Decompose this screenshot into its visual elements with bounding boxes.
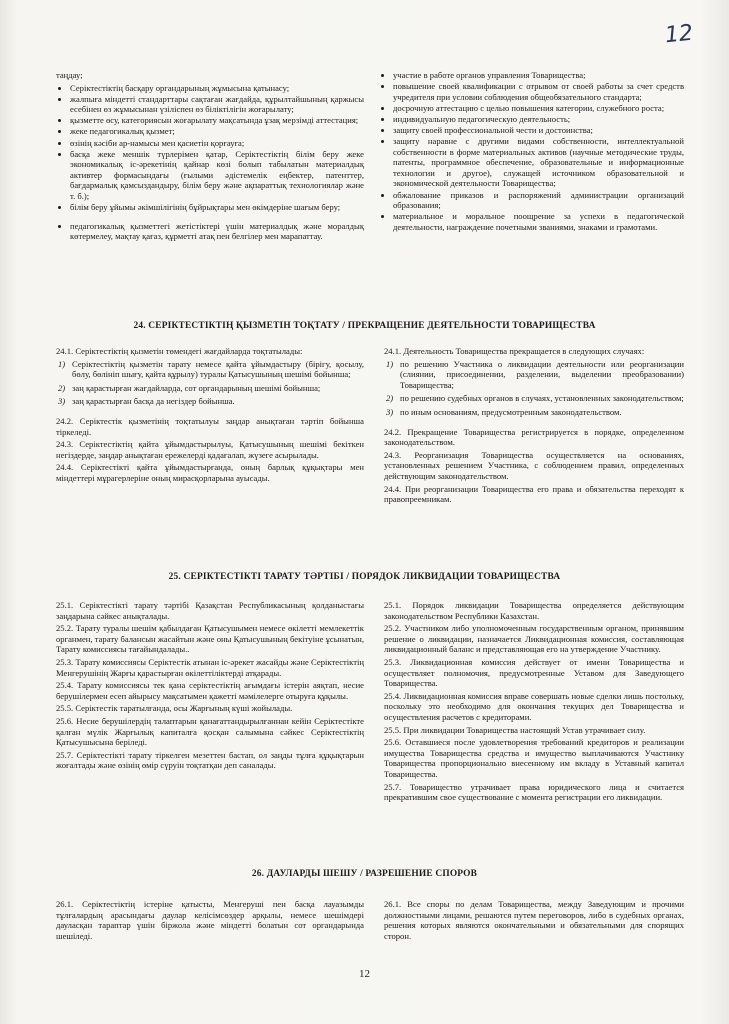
- section-26-title: 26. ДАУЛАРДЫ ШЕШУ / РАЗРЕШЕНИЕ СПОРОВ: [251, 869, 478, 879]
- list-item: • обжалование приказов и распоряжений администрации организаций образования;: [393, 190, 684, 211]
- list-item: • педагогикалық қызметтегі жетістіктері үшін материалдық және моралдық көтермелеу, мақтау қағаз, құрметті атақ пен белгілер мен марапаттау.: [70, 221, 364, 242]
- section-24-title: 24. СЕРІКТЕСТІКТІҢ ҚЫЗМЕТІН ТОҚТАТУ / ПРЕКРАЩЕНИЕ ДЕЯТЕЛЬНОСТИ ТОВАРИЩЕСТВА: [133, 321, 596, 331]
- item-text: заң қарастырған басқа да негіздер бойынша.: [72, 396, 235, 407]
- item-number: 1): [58, 358, 66, 369]
- paragraph: 24.3. Серіктестіктің қайта ұйымдастырылуы, Қатысушының шешімі бекіткен негіздерде, заңдар анықтаған ережелерді қадағалап, жүзеге асырылады.: [56, 439, 364, 460]
- item-text: Серіктестіктің қызметін тарату немесе қайта ұйымдастыру (бірігу, қосылу, бөлу, бөлініп шығу, қайта құрылу) туралы Қатысушының шешімі бойынша;: [72, 358, 364, 380]
- item-text: заң қарастырған жағдайларда, сот органдарының шешімі бойынша;: [72, 382, 321, 393]
- list-item: • защиту наравне с другими видами собственности, интеллектуальной собственности в форме материальных активов (научные методические труды, патенты, программное обеспечение, образовательные и информационные технологии и другое), служащей источником образовательной и экономической деятельности Товарищества;: [393, 136, 684, 189]
- paragraph: 25.5. Серіктестік таратылғанда, осы Жарғының күші жойылады.: [56, 703, 293, 714]
- section-25-title: 25. СЕРІКТЕСТІКТІ ТАРАТУ ТӘРТІБІ / ПОРЯДОК ЛИКВИДАЦИИ ТОВАРИЩЕСТВА: [168, 572, 561, 582]
- item-number: 3): [386, 406, 394, 417]
- numbered-list: [384, 359, 684, 418]
- paragraph: 25.7. Товарищество утрачивает права юридического лица и считается прекратившим свое существование с момента регистрации его ликвидации.: [384, 781, 684, 803]
- list-item: • өзінің кәсіби ар-намысы мен қасиетін қорғауға;: [70, 138, 364, 149]
- list-item: • басқа жеке меншік түрлерімен қатар, Серіктестіктің білім беру жеке экономикалық іс-әрекетінің қайнар көзі болып табылатын материалдық активтер формасындағы (ғылыми әдістемелік еңбектер, патенттер, бағдармалық қамсыздандыру, білім беру және ақпараттық технологиялар және т. б.);: [70, 149, 364, 202]
- handwritten-page-number: 12: [663, 20, 695, 49]
- item-number: 2): [386, 393, 394, 404]
- paragraph: 24.2. Серіктестік қызметінің тоқтатылуы заңдар анықтаған тәртіп бойынша тіркеледі.: [56, 415, 364, 437]
- list-item: • индивидуальную педагогическую деятельность;: [393, 114, 684, 125]
- paragraph: 25.1. Порядок ликвидации Товарищества определяется действующим законодательством Республики Казахстан.: [384, 600, 684, 621]
- paragraph: 24.1. Деятельность Товарищества прекращается в следующих случаях:: [384, 346, 645, 356]
- paragraph: 26.1. Все споры по делам Товарищества, между Заведующим и прочими должностными лицами, решаются путем переговоров, либо в судебных органах, решения которых являются окончательными и обязательными для спорящих сторон.: [384, 899, 684, 941]
- list-item: • повышение своей квалификации с отрывом от своей работы за счет средств учредителя при условии соблюдения общеобязательного стандарта;: [393, 81, 684, 102]
- page-number: 12: [359, 968, 370, 980]
- paragraph: 26.1. Серіктестіктің істеріне қатысты, Менгеруші пен басқа лауазымды тұлғалардың арасындағы даулар келісімсөздер арқылы, немесе шешімдері дауласқан тараптар үшін біржола және міндетті болатын сот органдарында шешіледі.: [56, 899, 364, 941]
- item-number: 2): [58, 382, 66, 393]
- paragraph: 25.1. Серіктестікті тарату тәртібі Қазақстан Республикасының қолданыстағы заңдарына сәйкес анықталады.: [56, 600, 364, 621]
- bullet-list: [56, 83, 364, 242]
- intro-left-column: [56, 70, 364, 242]
- section-24-left-column: [56, 346, 364, 486]
- intro-right-column: [379, 70, 684, 233]
- paragraph: 25.2. Участником либо уполномоченным государственным органом, принявшим решение о ликвидации, назначается Ликвидационная комиссия, составляющая ликвидационный баланс и представляющая его на утверждение Участнику.: [384, 623, 684, 655]
- list-item: • жалпыға міндетті стандарттары сақтаған жағдайда, құрылтайшының қаржысы есебінен өз жұмысынан үзіліспен өз біліктілігін жоғарылату;: [70, 94, 364, 115]
- list-item: [384, 407, 684, 418]
- paragraph: 24.1. Серіктестіктің қызметін төмендегі жағдайларда тоқтатылады:: [56, 346, 303, 356]
- item-text: по иным основаниям, предусмотренным законодательством.: [400, 406, 622, 417]
- paragraph: 24.4. Серіктестікті қайта ұйымдастырғанда, оның барлық құқықтары мен міндеттері мұрагерлеріне оның мирасқорларына ауысады.: [56, 462, 364, 483]
- paragraph: 25.6. Несие берушілердің талаптарын қанағаттандырылғаннан кейін Серіктестікте қалған мүлік Жарғылық капиталға қосқан салымына сәйкес Серіктестіктің Қатысушысына беріледі.: [56, 715, 364, 748]
- section-26-left-column: [56, 899, 364, 943]
- list-item: [56, 396, 364, 407]
- paragraph: 25.7. Серіктестікті тарату тіркелген мезеттен бастап, ол заңды тұлға құқықтарын жоғалтады және өзінің өмір сүруін тоқтатқан деп саналады.: [56, 749, 364, 771]
- list-item: [56, 383, 364, 394]
- list-item: • материальное и моральное поощрение за успехи в педагогической деятельности, награждение почетными званиями, знаками и грамотами.: [393, 211, 684, 232]
- bullet-list: [379, 70, 684, 232]
- list-item: • участие в работе органов управления Товарищества;: [393, 70, 684, 81]
- paragraph: 25.4. Тарату комиссиясы тек қана серіктестіктің ағымдағы істерін аяқтап, несие берушілермен есеп айырысу мақсатымен қажетті мәмілелерге отыруға құқылы.: [56, 680, 364, 701]
- paragraph: 24.4. При реорганизации Товарищества его права и обязательства переходят к правопреемникам.: [384, 483, 684, 505]
- list-item: • досрочную аттестацию с целью повышения категории, служебного роста;: [393, 103, 684, 114]
- list-item: • Серіктестіктің басқару органдарының жұмысына қатынасу;: [70, 83, 364, 94]
- continuation-text: таңдау;: [56, 70, 83, 80]
- paragraph: 25.6. Оставшиеся после удовлетворения требований кредиторов и реализации имущества Товарищества средства и имущество выплачиваются Участнику Товарищества пропорционально внесенному им вкладу в Уставный капитал Товарищества.: [384, 737, 684, 779]
- section-25-right-column: [384, 600, 684, 805]
- list-item: • жеке педагогикалық қызмет;: [70, 126, 364, 137]
- list-item: [56, 359, 364, 380]
- item-number: 1): [386, 358, 394, 369]
- item-text: по решению судебных органов в случаях, установленных законодательством;: [400, 393, 684, 404]
- paragraph: 25.3. Тарату комиссиясы Серіктестік атынан іс-әрекет жасайды және Серіктестіктің Менгерушінің Жарғы қарастырған өкілеттіліктерді атқарады.: [56, 656, 364, 678]
- section-24-right-column: [384, 346, 684, 507]
- list-item: [384, 359, 684, 391]
- paragraph: 25.3. Ликвидационная комиссия действует от имени Товарищества и осуществляет полномочия, предусмотренные Уставом для Заведующего Товарищества.: [384, 656, 684, 689]
- paragraph: 24.2. Прекращение Товарищества регистрируется в порядке, определенном законодательством.: [384, 426, 684, 448]
- item-number: 3): [58, 396, 66, 407]
- list-item: • защиту своей профессиональной чести и достоинства;: [393, 125, 684, 136]
- section-25-left-column: [56, 600, 364, 773]
- item-text: по решению Участника о ликвидации деятельности или реорганизации (слиянии, присоединении, разделении, выделении преобразовании) Товарищества;: [400, 358, 684, 390]
- section-26-right-column: [384, 899, 684, 943]
- paragraph: 25.4. Ликвидационная комиссия вправе совершать новые сделки лишь постольку, поскольку это необходимо для окончания текущих дел Товарищества и осуществления расчетов с кредиторами.: [384, 690, 684, 722]
- paragraph: 25.5. При ликвидации Товарищества настоящий Устав утрачивает силу.: [384, 724, 646, 735]
- paragraph: 24.3. Реорганизация Товарищества осуществляется на основаниях, установленных решением Участника, с соблюдением правил, определенных действующим законодательством.: [384, 449, 684, 481]
- list-item: • білім беру ұйымы әкімшілігінің бұйрықтары мен өкімдеріне шағым беру;: [70, 202, 364, 213]
- paragraph: 25.2. Тарату туралы шешім қабылдаған Қатысушымен немесе өкілетті мемлекеттік органмен, тарату балансын жасайтын және оны Қатысушының бекітуіне ұсынатын, Тарату комиссиясы тағайындалады..: [56, 623, 364, 655]
- numbered-list: [56, 359, 364, 407]
- list-item: • қызметте өсу, категориясын жоғарылату мақсатында ұзақ мерзімді аттестация;: [70, 115, 364, 126]
- list-item: [384, 393, 684, 404]
